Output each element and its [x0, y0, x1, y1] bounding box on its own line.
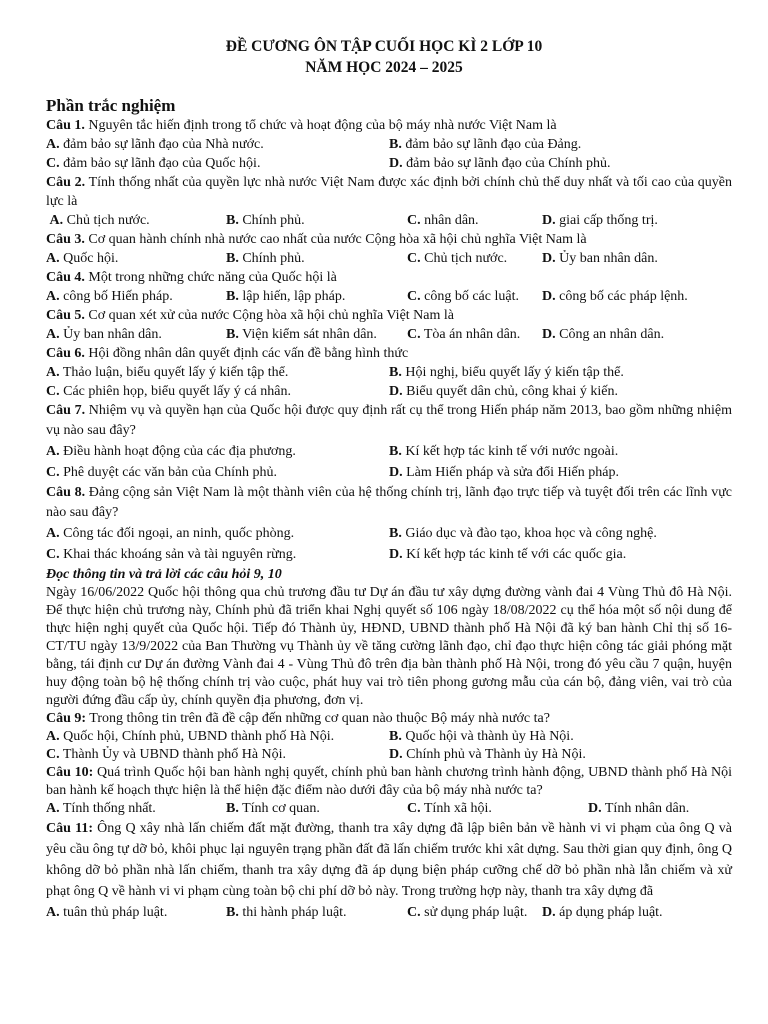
question-6: Câu 6. Hội đồng nhân dân quyết định các vấn đề bằng hình thức: [46, 346, 409, 361]
question-6-options-row-2: [46, 382, 732, 401]
option-a: A. công bố Hiến pháp.: [46, 289, 173, 304]
option-d: D. Ủy ban nhân dân.: [542, 251, 658, 266]
option-d: D. áp dụng pháp luật.: [542, 905, 663, 920]
option-b: B. Chính phủ.: [226, 213, 305, 228]
option-d: D. Chính phủ và Thành ủy Hà Nội.: [389, 747, 586, 762]
document-title: [36, 36, 732, 78]
option-a: A. Tính thống nhất.: [46, 801, 156, 816]
question-5: Câu 5. Cơ quan xét xử của nước Cộng hòa xã hội chủ nghĩa Việt Nam là: [46, 308, 454, 323]
option-a: A. Công tác đối ngoại, an ninh, quốc phòng.: [46, 526, 295, 541]
question-10: Câu 10: Quá trình Quốc hội ban hành nghị quyết, chính phủ ban hành chương trình hành động, UBND thành phố Hà Nội ban hành kế hoạch thực hiện là thể hiện đặc điểm nào dưới đây của bộ máy nhà nước ta?: [46, 765, 732, 798]
section-heading: Phần trắc nghiệm: [46, 96, 176, 115]
question-9: Câu 9: Trong thông tin trên đã đề cập đến những cơ quan nào thuộc Bộ máy nhà nước ta?: [46, 711, 550, 726]
reading-passage: Ngày 16/06/2022 Quốc hội thông qua chủ trương đầu tư Dự án đầu tư xây dựng đường vành đai 4 Vùng Thủ đô Hà Nội. Để thực hiện chủ trương này, Chính phủ đã triển khai Nghị quyết số 106 ngày 18/08/2022 cụ thể hóa một số nội dung để thực hiện nghị quyết của Quốc hội. Tiếp đó Thành ủy, HĐND, UBND thành phố Hà Nội đã ký ban hành Chỉ thị số 16-CT/TU ngày 13/9/2022 của Ban Thường vụ Thành ủy về tăng cường lãnh đạo, chỉ đạo thực hiện công tác giải phóng mặt bằng, tái định cư Dự án đường Vành đai 4 - Vùng Thủ đô trên địa bàn thành phố Hà Nội, trong đó yêu cầu 7 quận, huyện huy động toàn bộ hệ thống chính trị vào cuộc, phát huy vai trò tiên phong gương mẫu của cán bộ, đảng viên, vai trò của người đứng đầu cấp ủy, chính quyền địa phương, đơn vị.: [46, 585, 732, 708]
option-c: C. Các phiên họp, biểu quyết lấy ý cá nhân.: [46, 384, 291, 399]
option-b: B. Giáo dục và đào tạo, khoa học và công nghệ.: [389, 526, 657, 541]
question-1-options-row-2: [46, 154, 732, 173]
option-d: D. Tính nhân dân.: [588, 801, 690, 816]
option-a: A. Thảo luận, biểu quyết lấy ý kiến tập thể.: [46, 365, 289, 380]
question-8-options-row-2: [46, 544, 732, 565]
title-line-1: ĐỀ CƯƠNG ÔN TẬP CUỐI HỌC KÌ 2 LỚP 10: [225, 38, 543, 55]
question-11-options: [46, 902, 732, 924]
question-8: Câu 8. Đảng cộng sản Việt Nam là một thành viên của hệ thống chính trị, lãnh đạo trực tiếp và tuyệt đối trên các lĩnh vực nào sau đây?: [46, 485, 732, 520]
question-9-options-row-1: [46, 728, 732, 746]
option-c: C. Tòa án nhân dân.: [407, 327, 521, 342]
option-b: B. Viện kiểm sát nhân dân.: [226, 327, 377, 342]
option-b: B. thi hành pháp luật.: [226, 905, 347, 920]
option-d: D. Biểu quyết dân chủ, công khai ý kiến.: [389, 384, 619, 399]
option-a: A. Ủy ban nhân dân.: [46, 327, 162, 342]
option-b: B. Kí kết hợp tác kinh tế với nước ngoài.: [389, 444, 619, 459]
option-a: A. Quốc hội, Chính phủ, UBND thành phố Hà Nội.: [46, 729, 335, 744]
option-c: C. đảm bảo sự lãnh đạo của Quốc hội.: [46, 156, 261, 171]
option-b: B. Chính phủ.: [226, 251, 305, 266]
question-3-options: [46, 249, 732, 268]
option-a: A. đảm bảo sự lãnh đạo của Nhà nước.: [46, 137, 264, 152]
reading-heading: Đọc thông tin và trả lời các câu hỏi 9, 10: [46, 567, 282, 582]
question-1-options-row-1: [46, 135, 732, 154]
question-9-options-row-2: [46, 746, 732, 764]
option-b: B. đảm bảo sự lãnh đạo của Đảng.: [389, 137, 582, 152]
option-b: B. Hội nghị, biểu quyết lấy ý kiến tập thể.: [389, 365, 624, 380]
option-b: B. lập hiến, lập pháp.: [226, 289, 346, 304]
option-d: D. giai cấp thống trị.: [542, 213, 658, 228]
question-5-options: [46, 325, 732, 344]
option-c: C. Tính xã hội.: [407, 801, 492, 816]
option-d: D. công bố các pháp lệnh.: [542, 289, 688, 304]
option-a: A. Quốc hội.: [46, 251, 119, 266]
option-c: C. Thành Ủy và UBND thành phố Hà Nội.: [46, 747, 287, 762]
option-b: B. Tính cơ quan.: [226, 801, 320, 816]
option-c: C. Phê duyệt các văn bản của Chính phủ.: [46, 465, 277, 480]
option-d: D. đảm bảo sự lãnh đạo của Chính phủ.: [389, 156, 611, 171]
option-c: C. nhân dân.: [407, 213, 479, 228]
question-10-options: [46, 800, 732, 818]
question-2-options: [46, 211, 732, 230]
option-c: C. sử dụng pháp luật.: [407, 905, 528, 920]
option-c: C. Chủ tịch nước.: [407, 251, 508, 266]
question-7-options-row-1: [46, 441, 732, 462]
question-7-options-row-2: [46, 462, 732, 483]
question-2: Câu 2. Tính thống nhất của quyền lực nhà nước Việt Nam được xác định bởi chính chủ thể duy nhất và tối cao của quyền lực là: [46, 175, 732, 209]
question-4: Câu 4. Một trong những chức năng của Quốc hội là: [46, 270, 337, 285]
title-line-2: NĂM HỌC 2024 – 2025: [305, 59, 463, 76]
question-7: Câu 7. Nhiệm vụ và quyền hạn của Quốc hội được quy định rất cụ thể trong Hiến pháp năm 2013, bao gồm những nhiệm vụ nào sau đây?: [46, 403, 732, 438]
option-d: D. Kí kết hợp tác kinh tế với các quốc gia.: [389, 547, 627, 562]
option-a: A. tuân thủ pháp luật.: [46, 905, 168, 920]
option-c: C. công bố các luật.: [407, 289, 519, 304]
option-c: C. Khai thác khoáng sản và tài nguyên rừng.: [46, 547, 297, 562]
question-4-options: [46, 287, 732, 306]
question-6-options-row-1: [46, 363, 732, 382]
option-d: D. Làm Hiến pháp và sửa đổi Hiến pháp.: [389, 465, 619, 480]
option-d: D. Công an nhân dân.: [542, 327, 665, 342]
question-8-options-row-1: [46, 523, 732, 544]
option-b: B. Quốc hội và thành ủy Hà Nội.: [389, 729, 574, 744]
option-a: A. Điều hành hoạt động của các địa phương.: [46, 444, 296, 459]
question-3: Câu 3. Cơ quan hành chính nhà nước cao nhất của nước Cộng hòa xã hội chủ nghĩa Việt Nam là: [46, 232, 587, 247]
option-a: A. Chủ tịch nước.: [49, 213, 150, 228]
question-11: Câu 11: Ông Q xây nhà lấn chiếm đất mặt đường, thanh tra xây dựng đã lập biên bản về hành vi vi phạm của ông Q và yêu cầu ông tự dỡ bỏ, khôi phục lại nguyên trạng phần đất đã lấn chiếm trước khi xât dựng. Sau thời gian quy định, ông Q không dỡ bỏ phần nhà lấn chiếm, thanh tra xây dựng đã áp dụng biện pháp cưỡng chế dỡ bỏ phần nhà lẫn chiếm và xử phạt ông Q về hành vi vi phạm cùng toàn bộ chi phí dỡ bỏ này. Trong trường hợp này, thanh tra xây dựng đã: [46, 821, 732, 899]
question-1: Câu 1. Nguyên tắc hiến định trong tổ chức và hoạt động của bộ máy nhà nước Việt Nam là: [46, 118, 557, 133]
